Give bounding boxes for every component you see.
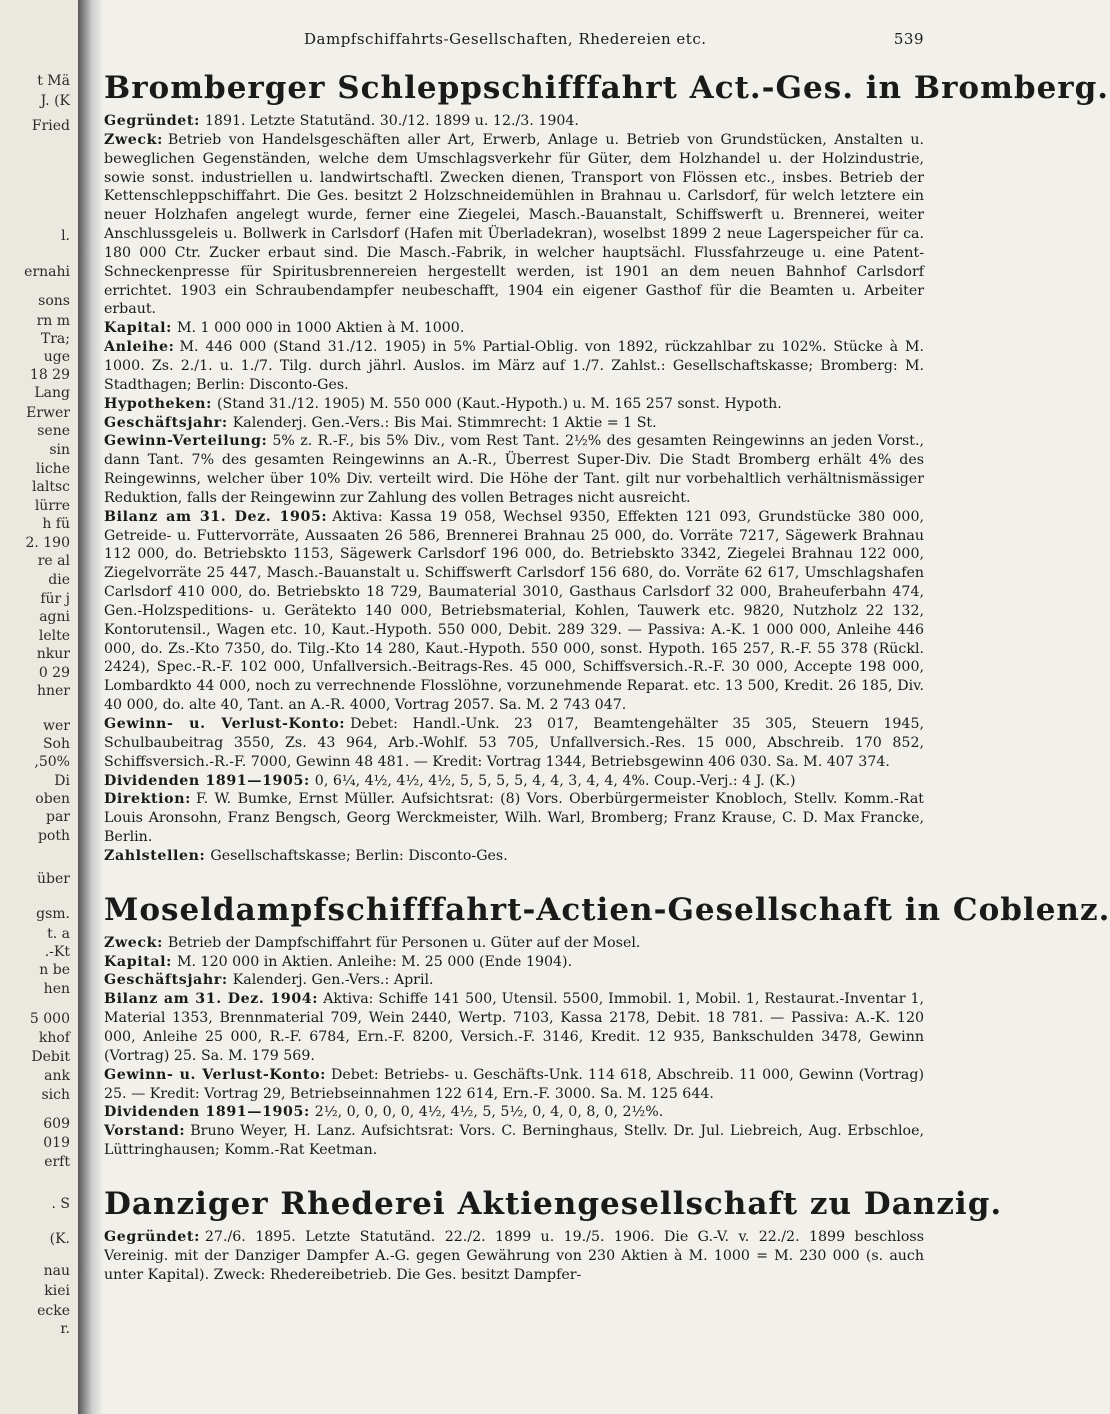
margin-fragment: hen <box>43 981 70 997</box>
entry-text: Betrieb von Handelsgeschäften aller Art, Erwerb, Anlage u. Betrieb von Grundstücken, Anstalten u. beweglichen Gegenständen, welche dem Umschlagsverkehr für Güter, dem Holzhandel u. der Holzindustrie, sowie sonst. industriellen u. landwirtschaftl. Zwecken dienen, Transport von Flössen etc., insbes. Betrieb der Kettenschleppschiffahrt. Die Ges. besitzt 2 Holzschneidemühlen in Brahnau u. Carlsdorf, für welch letztere ein neuer Holzhafen angelegt wurde, ferner eine Ziegelei, Masch.-Bauanstalt, Schiffswerft u. Brennerei, weiter Anschlussgeleis u. Bollwerk in Carlsdorf (Hafen mit Überladekran), woselbst 1899 2 neue Lagerspeicher für ca. 180 000 Ctr. Zucker erbaut sind. Die Masch.-Fabrik, in welcher hauptsächl. Flussfahrzeuge u. eine Patent-Schneckenpresse für Spiritusbrennereien hergestellt werden, ist 1901 an dem neuen Bahnhof Carlsdorf errichtet. 1903 ein Schraubendampfer neubeschafft, 1904 ein eigener Gasthof für die Beamten u. Arbeiter erbaut. <box>104 131 924 318</box>
entry-text: 1891. Letzte Statutänd. 30./12. 1899 u. 12./3. 1904. <box>204 113 579 129</box>
margin-fragment: 0 29 <box>38 665 70 681</box>
entry-paragraph <box>104 395 924 414</box>
entry-text: Bruno Weyer, H. Lanz. Aufsichtsrat: Vors. C. Berninghaus, Stellv. Dr. Jul. Liebreich, Aug. Erbschloe, Lüttringhausen; Komm.-Rat Keetman. <box>104 1123 924 1159</box>
entry-heading: Zweck: <box>104 934 163 951</box>
margin-fragment: ,50% <box>34 754 70 770</box>
margin-fragment: oben <box>35 791 70 807</box>
margin-fragment: ecke <box>37 1303 70 1319</box>
entry-paragraph <box>104 1066 924 1104</box>
margin-fragment: Fried <box>31 118 70 134</box>
entry-heading: Anleihe: <box>104 339 175 356</box>
entry-text: M. 1 000 000 in 1000 Aktien à M. 1000. <box>177 320 465 337</box>
entry-paragraph <box>104 934 924 953</box>
margin-fragment: Di <box>54 773 70 789</box>
entry-heading: Gegründet: <box>104 113 200 129</box>
entry-text: M. 120 000 in Aktien. Anleihe: M. 25 000 (Ende 1904). <box>177 953 573 970</box>
entry-paragraph <box>104 1103 924 1122</box>
entry-paragraph <box>104 338 924 395</box>
entry-text: M. 446 000 (Stand 31./12. 1905) in 5% Partial-Oblig. von 1892, rückzahlbar zu 102%. Stücke à M. 1000. Zs. 2./1. u. 1./7. Tilg. durch jährl. Auslos. im März auf 1./7. Zahlst.: Gesellschaftskasse; Bromberg: M. Stadthagen; Berlin: Disconto-Ges. <box>104 339 924 393</box>
margin-fragment: 18 29 <box>29 367 70 383</box>
entry-heading: Zweck: <box>104 131 163 148</box>
entry-paragraph <box>104 432 924 507</box>
entry-paragraph <box>104 790 924 847</box>
margin-fragment: agni <box>39 609 70 625</box>
margin-fragment: Tra; <box>40 331 70 347</box>
entry-paragraph <box>104 971 924 990</box>
margin-fragment: khof <box>38 1030 70 1046</box>
entry-paragraph <box>104 990 924 1065</box>
margin-fragment: wer <box>43 718 70 734</box>
entry-text: 27./6. 1895. Letzte Statutänd. 22./2. 1899 u. 19./5. 1906. Die G.-V. v. 22./2. 1899 beschloss Vereinig. mit der Danziger Dampfer A.-G. gegen Gewährung von 230 Aktien à M. 1000 = M. 230 000 (s. auch unter Kapital). Zweck: Rhedereibetrieb. Die Ges. besitzt Dampfer- <box>104 1228 924 1283</box>
page-body <box>104 30 1110 1414</box>
margin-fragment: sene <box>37 423 70 439</box>
entry-text: 0, 6¼, 4½, 4½, 4½, 5, 5, 5, 5, 4, 4, 3, 4, 4, 4%. Coup.-Verj.: 4 J. (K.) <box>314 772 796 789</box>
entry-heading: Gewinn- u. Verlust-Konto: <box>104 716 346 732</box>
entry-text: Debet: Betriebs- u. Geschäfts-Unk. 114 618, Abschreib. 11 000, Gewinn (Vortrag) 25. — Kredit: Vortrag 29, Betriebseinnahmen 122 614, Ern.-F. 3000. Sa. M. 125 644. <box>104 1066 924 1102</box>
margin-fragment: hner <box>36 683 70 699</box>
entry-paragraph <box>104 319 924 338</box>
entry-text: Betrieb der Dampfschiffahrt für Personen u. Güter auf der Mosel. <box>167 934 641 951</box>
entry-text: 2½, 0, 0, 0, 0, 4½, 4½, 5, 5½, 0, 4, 0, 8, 0, 2½%. <box>314 1104 664 1121</box>
entry-text: (Stand 31./12. 1905) M. 550 000 (Kaut.-Hypoth.) u. M. 165 257 sonst. Hypoth. <box>216 395 782 412</box>
margin-fragment: 019 <box>43 1135 70 1151</box>
entry-heading: Gewinn- u. Verlust-Konto: <box>104 1066 326 1083</box>
margin-fragment: lelte <box>38 628 70 644</box>
margin-fragment: n be <box>39 962 70 978</box>
running-head-text: Dampfschiffahrts-Gesellschaften, Rhedereien etc. <box>304 30 707 48</box>
adjacent-page-margin <box>0 0 78 1414</box>
margin-fragment: ank <box>44 1068 70 1084</box>
entry-text: Aktiva: Schiffe 141 500, Utensil. 5500, Immobil. 1, Mobil. 1, Restaurat.-Inventar 1, Material 1353, Brennmaterial 709, Wein 2440, Wertp. 7103, Kassa 2178, Debit. 18 781. — Passiva: A.-K. 120 000, Anleihe 25 000, R.-F. 6784, Ern.-F. 8200, Versich.-F. 3146, Kredit. 12 935, Bankschulden 3478, Gewinn (Vortrag) 25. Sa. M. 179 569. <box>104 991 924 1064</box>
margin-fragment: nkur <box>36 646 70 662</box>
margin-fragment: poth <box>37 828 70 844</box>
entry-paragraph <box>104 772 924 791</box>
margin-fragment: t. a <box>47 926 70 942</box>
margin-fragment: uge <box>43 349 70 365</box>
margin-fragment: sin <box>49 442 70 458</box>
entry-text: Debet: Handl.-Unk. 23 017, Beamtengehälter 35 305, Steuern 1945, Schulbaubeitrag 3550, Zs. 43 964, Arb.-Wohlf. 53 705, Unfallversich.-Res. 15 000, Abschreib. 170 852, Schiffsversich.-R.-F. 7000, Gewinn 48 481. — Kredit: Vortrag 1344, Betriebsgewinn 406 030. Sa. M. 407 374. <box>104 716 924 770</box>
margin-fragment: sons <box>38 293 70 309</box>
margin-fragment: Erwer <box>26 405 70 421</box>
margin-fragment: kiei <box>44 1283 70 1299</box>
entry-heading: Gewinn-Verteilung: <box>104 433 268 450</box>
margin-fragment: t Mä <box>37 73 70 89</box>
entry-heading: Zahlstellen: <box>104 847 206 864</box>
margin-fragment: l. <box>61 228 70 244</box>
margin-fragment: Lang <box>34 385 70 401</box>
entry-paragraph <box>104 131 924 319</box>
entry-heading: Hypotheken: <box>104 395 212 412</box>
margin-fragment: . S <box>51 1196 70 1212</box>
entry-paragraph <box>104 1122 924 1160</box>
entry-heading: Kapital: <box>104 953 173 970</box>
margin-fragment: erft <box>44 1154 70 1170</box>
margin-fragment: re al <box>37 553 70 569</box>
margin-fragment: 609 <box>43 1116 70 1132</box>
page-number: 539 <box>893 30 924 48</box>
entry-paragraph <box>104 414 924 433</box>
entry-heading: Bilanz am 31. Dez. 1904: <box>104 991 319 1008</box>
margin-fragment: liche <box>35 461 70 477</box>
margin-fragment: die <box>48 572 70 588</box>
margin-fragment: über <box>37 871 70 887</box>
margin-fragment: J. (K <box>40 93 70 109</box>
page-content <box>104 70 1110 1284</box>
company-title: Bromberger Schleppschifffahrt Act.-Ges. in Bromberg. <box>104 70 1110 106</box>
margin-fragment: par <box>45 809 70 825</box>
margin-fragment: laltsc <box>32 479 70 495</box>
entry-paragraph <box>104 953 924 972</box>
company-title: Danziger Rhederei Aktiengesellschaft zu Danzig. <box>104 1185 1003 1222</box>
entry-heading: Gegründet: <box>104 1228 200 1245</box>
margin-fragment: nau <box>43 1263 70 1279</box>
margin-fragment: Debit <box>31 1049 70 1065</box>
entry-heading: Geschäftsjahr: <box>104 972 228 989</box>
entry-text: F. W. Bumke, Ernst Müller. Aufsichtsrat: (8) Vors. Oberbürgermeister Knobloch, Stellv. Komm.-Rat Louis Aronsohn, Franz Bengsch, Georg Werckmeister, Wilh. Warl, Bromberg; Franz Krause, C. D. Max Francke, Berlin. <box>104 791 924 846</box>
entry-heading: Direktion: <box>104 791 191 808</box>
entry-paragraph <box>104 1228 924 1285</box>
margin-fragment: lürre <box>34 498 70 514</box>
entry-paragraph <box>104 847 924 866</box>
entry-heading: Bilanz am 31. Dez. 1905: <box>104 508 328 525</box>
entry-heading: Dividenden 1891—1905: <box>104 1104 310 1121</box>
running-head <box>104 30 924 52</box>
entry-paragraph <box>104 508 924 715</box>
entry-text: Kalenderj. Gen.-Vers.: Bis Mai. Stimmrecht: 1 Aktie = 1 St. <box>232 414 657 431</box>
entry-text: Gesellschaftskasse; Berlin: Disconto-Ges. <box>210 847 508 864</box>
margin-fragment: h fü <box>42 516 70 532</box>
margin-fragment: r. <box>60 1321 70 1337</box>
entry-heading: Geschäftsjahr: <box>104 414 228 431</box>
book-gutter <box>78 0 102 1414</box>
entry-heading: Dividenden 1891—1905: <box>104 772 310 789</box>
margin-fragment: 5 000 <box>29 1011 70 1027</box>
margin-fragment: sich <box>41 1087 70 1103</box>
entry-text: Kalenderj. Gen.-Vers.: April. <box>232 972 434 989</box>
company-title: Moseldampfschifffahrt-Actien-Gesellschaft in Coblenz. <box>104 891 1110 928</box>
margin-fragment: 2. 190 <box>25 535 70 551</box>
entry-heading: Vorstand: <box>104 1123 186 1140</box>
margin-fragment: (K. <box>49 1231 70 1247</box>
entry-paragraph <box>104 112 924 131</box>
entry-text: 5% z. R.-F., bis 5% Div., vom Rest Tant. 2½% des gesamten Reingewinns an jeden Vorst., dann Tant. 7% des gesamten Reingewinns an A.-R., Überrest Super-Div. Die Stadt Bromberg erhält 4% des Reingewinns, welcher über 10% Div. verteilt wird. Die Höhe der Tant. gilt nur vorbehaltlich verhältnismässiger Reduktion, falls der Reingewinn zur Zahlung des vollen Betrages nicht ausreicht. <box>104 433 924 506</box>
margin-fragment: gsm. <box>36 906 70 922</box>
margin-fragment: rn m <box>36 313 70 329</box>
entry-heading: Kapital: <box>104 320 173 337</box>
margin-fragment: .-Kt <box>44 944 70 960</box>
entry-text: Aktiva: Kassa 19 058, Wechsel 9350, Effekten 121 093, Grundstücke 380 000, Getreide- u. Futtervorräte, Aussaaten 26 586, Brennerei Brahnau 25 000, do. Vorräte 7217, Sägewerk Brahnau 112 000, do. Betriebskto 1153, Sägewerk Carlsdorf 196 000, do. Betriebskto 3342, Ziegelei Brahnau 122 000, Ziegelvorräte 25 447, Masch.-Bauanstalt u. Schiffswerft Carlsdorf 156 680, do. Vorräte 62 617, Umschlagshafen Carlsdorf 410 000, do. Betriebskto 18 729, Baumaterial 3010, Gasthaus Carlsdorf 32 000, Braheuferbahn 474, Gen.-Holzspeditions- u. Gerätekto 140 000, Betriebsmaterial, Kohlen, Tauwerk etc. 9820, Nutzholz 22 132, Kontorutensil., Wagen etc. 10, Kaut.-Hypoth. 550 000, Debit. 289 329. — Passiva: A.-K. 1 000 000, Anleihe 446 000, do. Zs.-Kto 7350, do. Tilg.-Kto 14 280, Kaut.-Hypoth. 550 000, sonst. Hypoth. 165 257, R.-F. 55 378 (Rückl. 2424), Spec.-R.-F. 102 000, Unfallversich.-Beitrags-Res. 45 000, Schiffsversich.-R.-F. 30 000, Accepte 198 000, Lombardkto 44 000, noch zu verrechnende Flosslöhne, vorzunehmende Reparat. etc. 13 500, Kredit. 26 185, Div. 40 000, do. alte 40, Tant. an A.-R. 4000, Vortrag 2057. Sa. M. 2 743 047. <box>104 508 924 714</box>
margin-fragment: ernahi <box>24 264 70 280</box>
margin-fragment: für j <box>40 591 70 607</box>
entry-paragraph <box>104 715 924 772</box>
margin-fragment: Soh <box>42 736 70 752</box>
